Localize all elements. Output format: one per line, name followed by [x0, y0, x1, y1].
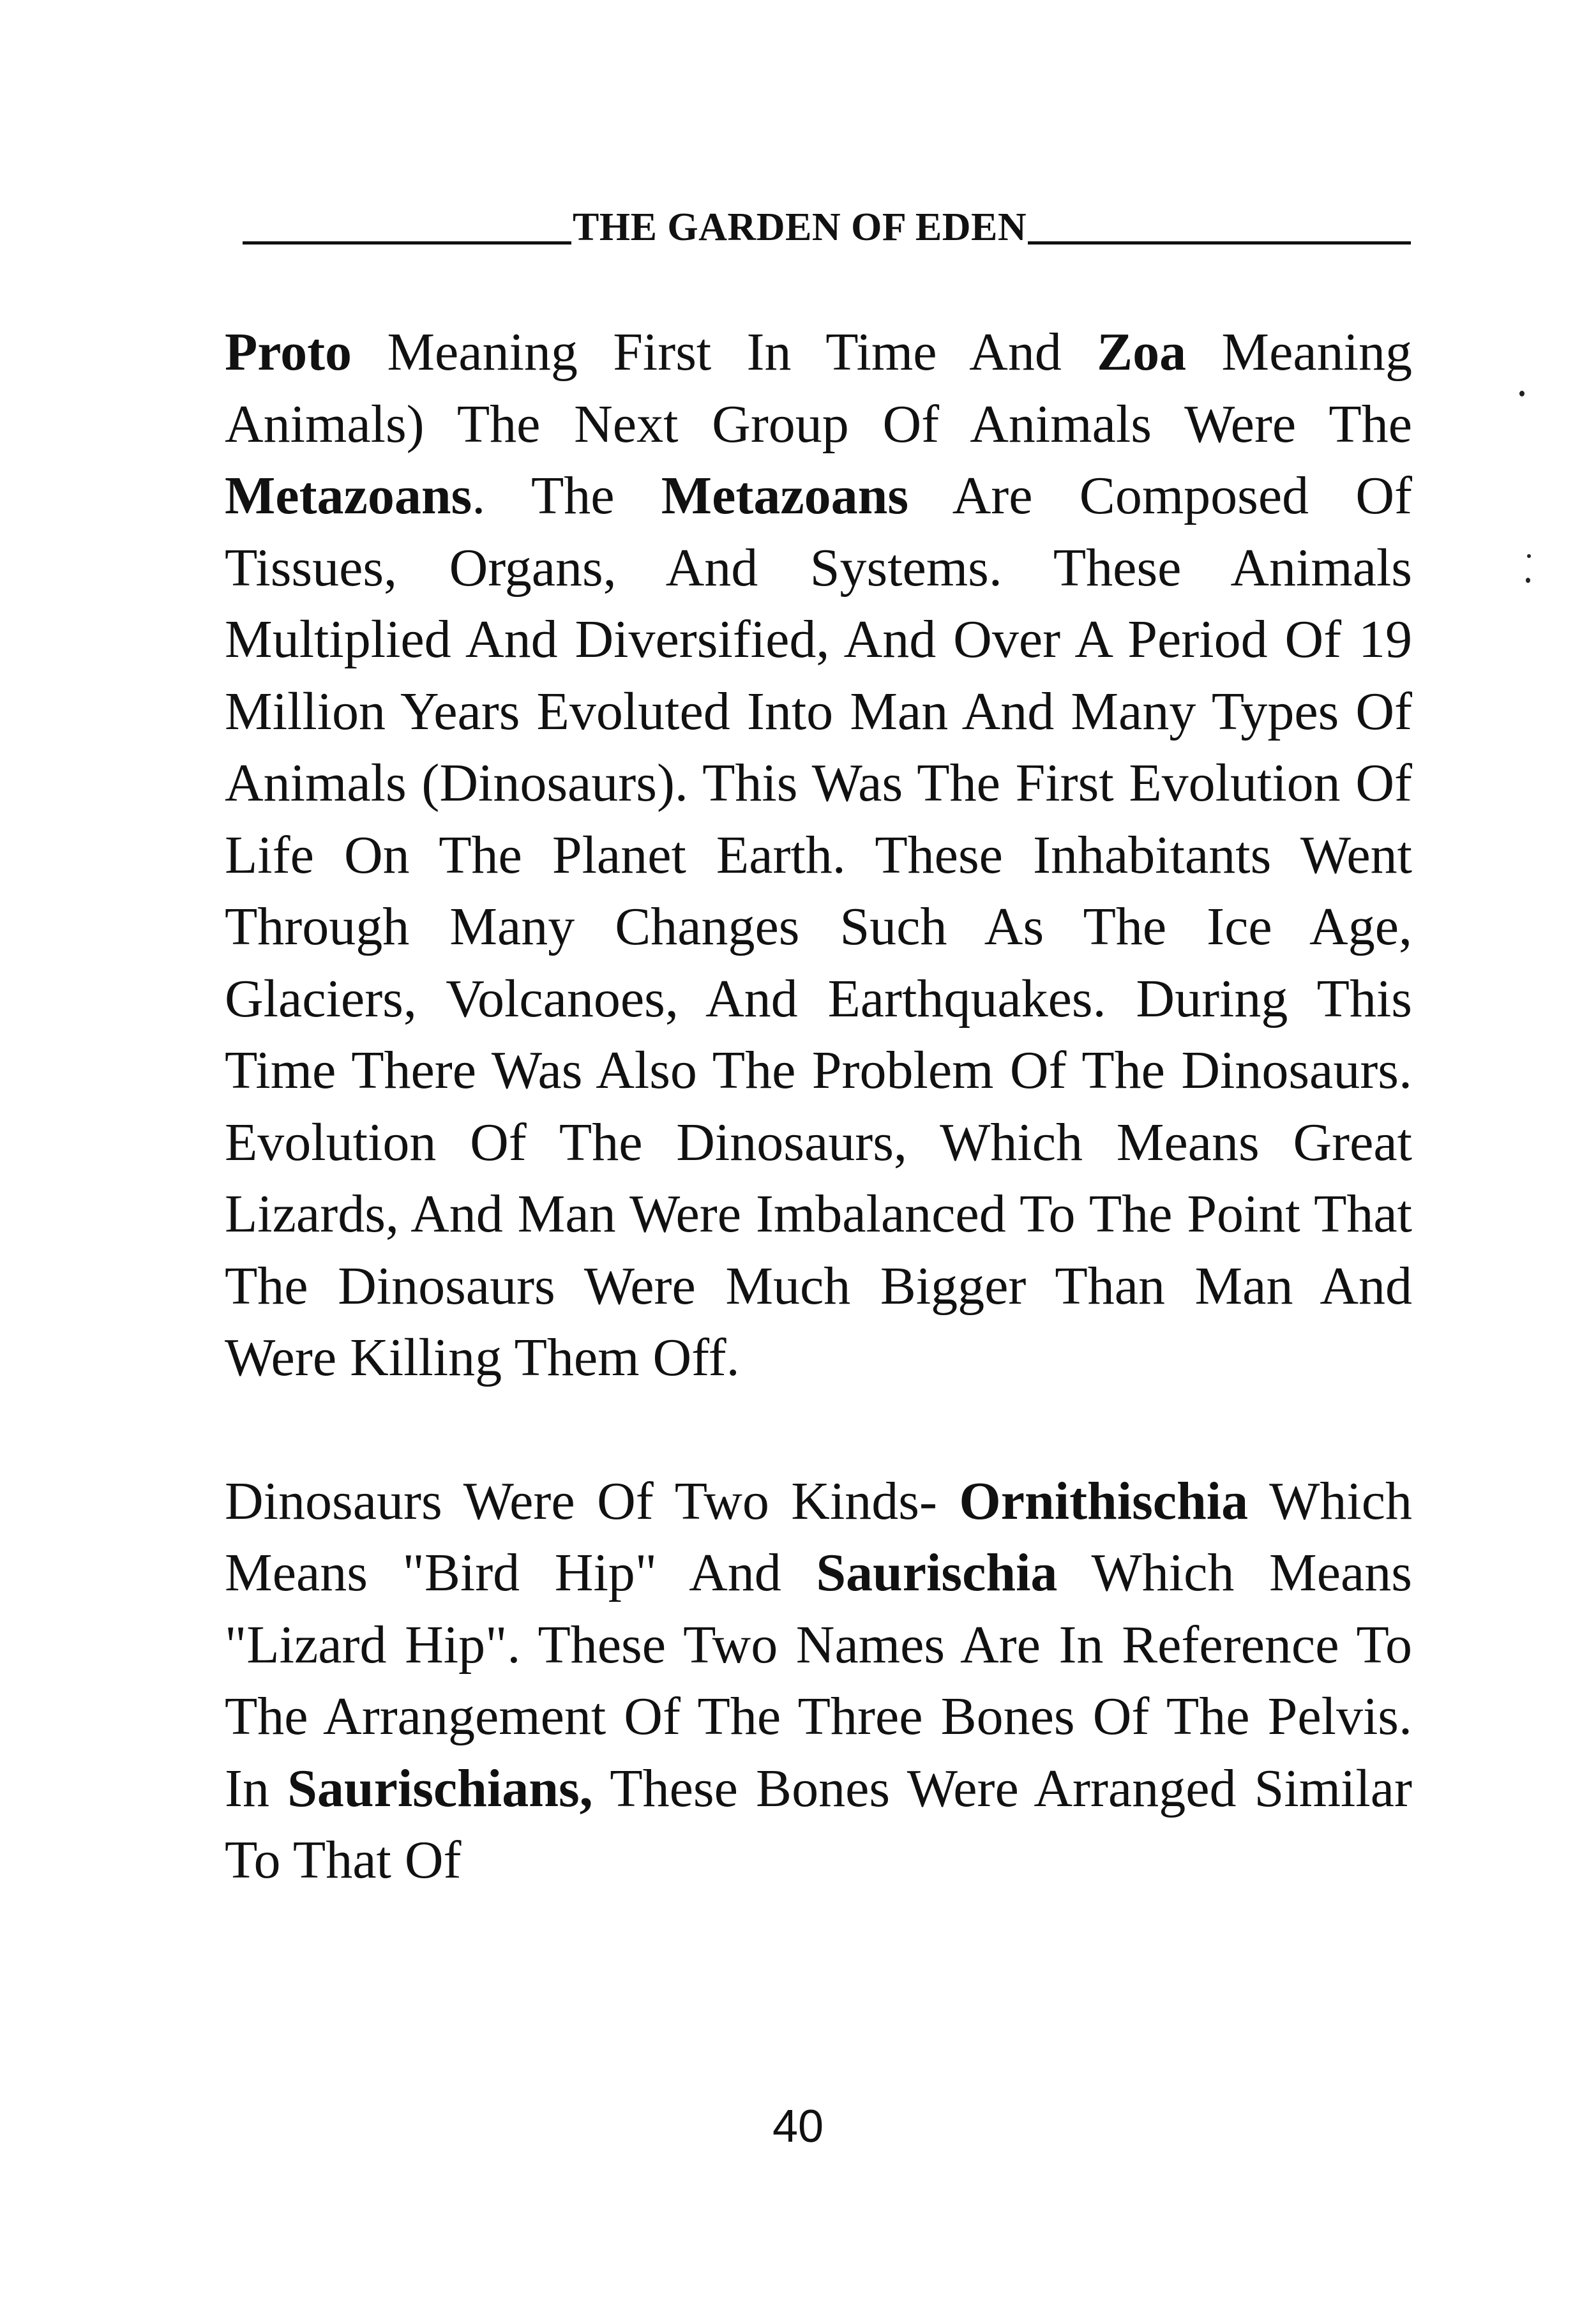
header-rule-left	[243, 241, 571, 245]
bold-term: Metazoans	[225, 466, 472, 525]
text-run: Meaning Animals) The Next Group Of Animals Were The	[225, 322, 1412, 454]
bold-term: Zoa	[1097, 322, 1187, 382]
bold-term: Saurischia	[816, 1543, 1058, 1602]
bold-term: Metazoans	[661, 466, 909, 525]
bold-term: Proto	[225, 322, 352, 382]
scan-speck	[1527, 554, 1531, 558]
bold-term: Ornithischia	[959, 1471, 1249, 1531]
page-number: 40	[772, 2101, 824, 2152]
header-rule-right	[1028, 241, 1411, 245]
text-run: Meaning First In Time And	[352, 322, 1097, 382]
running-header	[243, 207, 1411, 247]
text-run: Are Composed Of Tissues, Organs, And Systems. These Animals Multiplied And Diversified, And Over A Period Of 19 Million Years Evoluted Into Man And Many Types Of Animals (Dinosaurs). This Was The First Evolution Of Life On The Planet Earth. These Inhabitants Went Through Many Changes Such As The Ice Age, Glaciers, Volcanoes, And Earthquakes. During This Time There Was Also The Problem Of The Dinosaurs. Evolution Of The Dinosaurs, Which Means Great Lizards, And Man Were Imbalanced To The Point That The Dinosaurs Were Much Bigger Than Man And Were Killing Them Off.	[225, 466, 1412, 1387]
header-title: THE GARDEN OF EDEN	[573, 206, 1027, 249]
bold-term: Saurischians,	[287, 1758, 593, 1818]
scan-speck	[1519, 391, 1524, 396]
text-run: Dinosaurs Were Of Two Kinds-	[225, 1471, 960, 1531]
paragraph	[225, 317, 1412, 1394]
scan-speck	[1526, 578, 1530, 583]
text-run: These Bones Were Arranged Similar To That Of	[225, 1758, 1412, 1890]
text-run: Which Means "Lizard Hip". These Two Names Are In Reference To The Arrangement Of The Three Bones Of The Pelvis. In	[225, 1543, 1412, 1818]
text-run: Which Means "Bird Hip" And	[225, 1471, 1412, 1602]
body-text	[225, 317, 1412, 1897]
paragraph	[225, 1466, 1412, 1897]
text-run: . The	[472, 466, 661, 525]
